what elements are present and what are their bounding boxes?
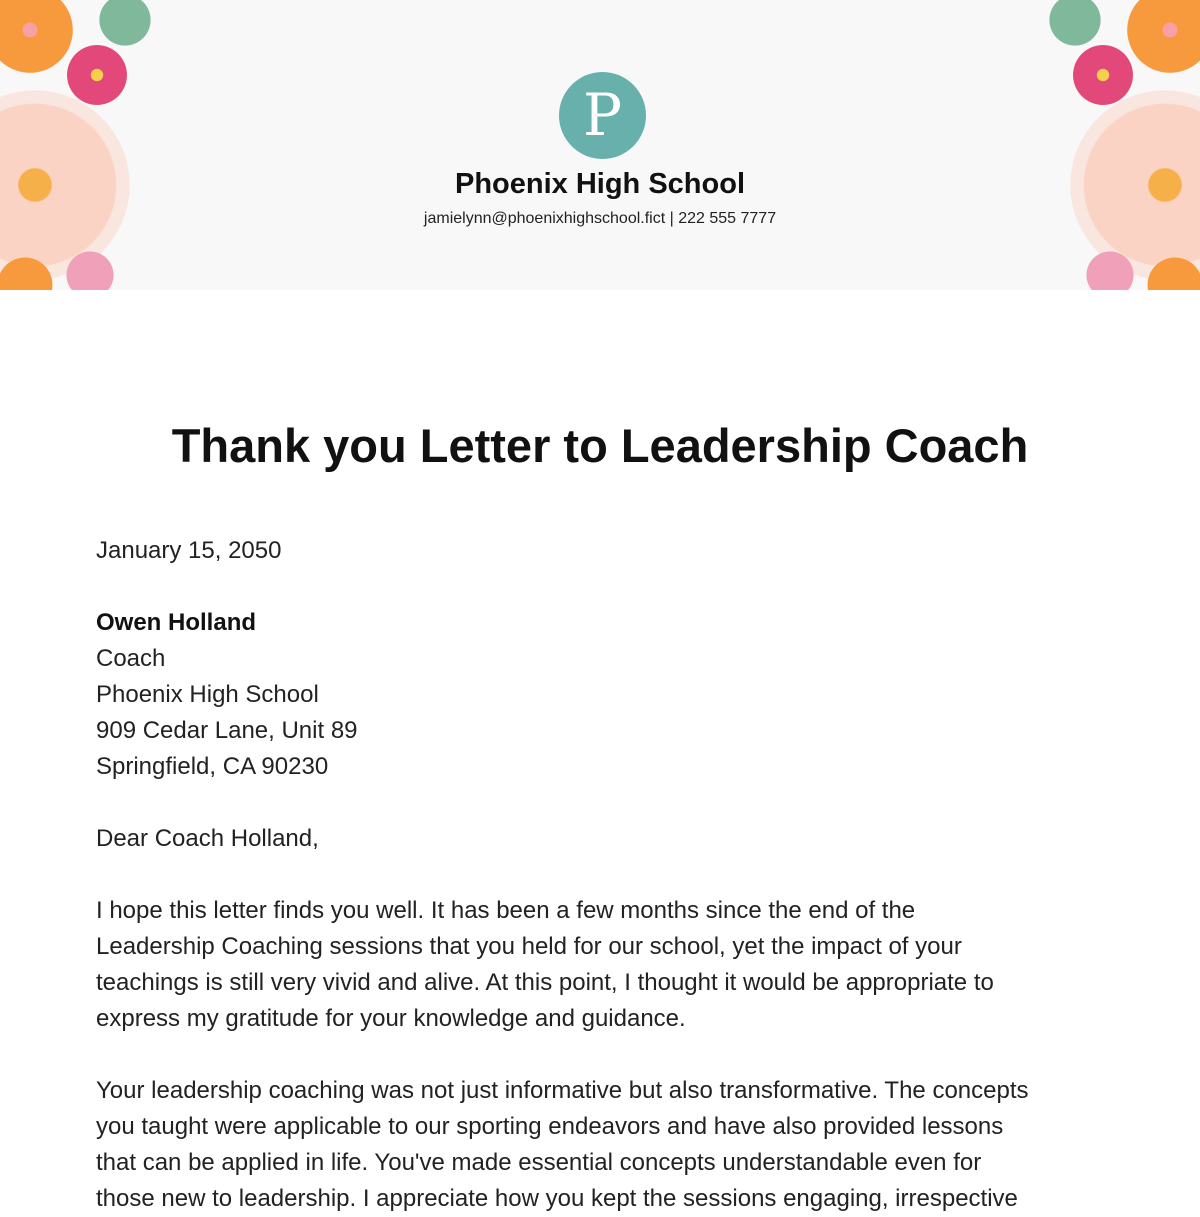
paragraph-line: express my gratitude for your knowledge and guidance. bbox=[96, 1005, 686, 1032]
paragraph-line: Your leadership coaching was not just informative but also transformative. The concepts bbox=[96, 1077, 1029, 1104]
school-name: Phoenix High School bbox=[454, 168, 745, 200]
recipient-address-line2: Springfield, CA 90230 bbox=[96, 753, 329, 780]
paragraph-line: teachings is still very vivid and alive. At this point, I thought it would be appropriate to bbox=[96, 969, 994, 996]
school-contact: jamielynn@phoenixhighschool.fict | 222 555 7777 bbox=[423, 210, 777, 227]
salutation: Dear Coach Holland, bbox=[96, 825, 319, 852]
recipient-name: Owen Holland bbox=[96, 609, 257, 636]
recipient-org: Phoenix High School bbox=[96, 681, 319, 708]
letter-title: Thank you Letter to Leadership Coach bbox=[171, 419, 1029, 472]
letterhead bbox=[0, 0, 1200, 290]
paragraph-line: Leadership Coaching sessions that you held for our school, yet the impact of your bbox=[96, 933, 962, 960]
paragraph-line: you taught were applicable to our sporting endeavors and have also provided lessons bbox=[96, 1113, 1004, 1140]
school-logo: P bbox=[559, 72, 646, 159]
recipient-role: Coach bbox=[96, 645, 166, 672]
paragraph-line: those new to leadership. I appreciate how you kept the sessions engaging, irrespective bbox=[96, 1185, 1018, 1212]
paragraph-line: that can be applied in life. You've made essential concepts understandable even for bbox=[96, 1149, 982, 1176]
paragraph-line: I hope this letter finds you well. It has been a few months since the end of the bbox=[96, 897, 916, 924]
recipient-address-line1: 909 Cedar Lane, Unit 89 bbox=[96, 717, 358, 744]
letter-date: January 15, 2050 bbox=[96, 537, 282, 564]
